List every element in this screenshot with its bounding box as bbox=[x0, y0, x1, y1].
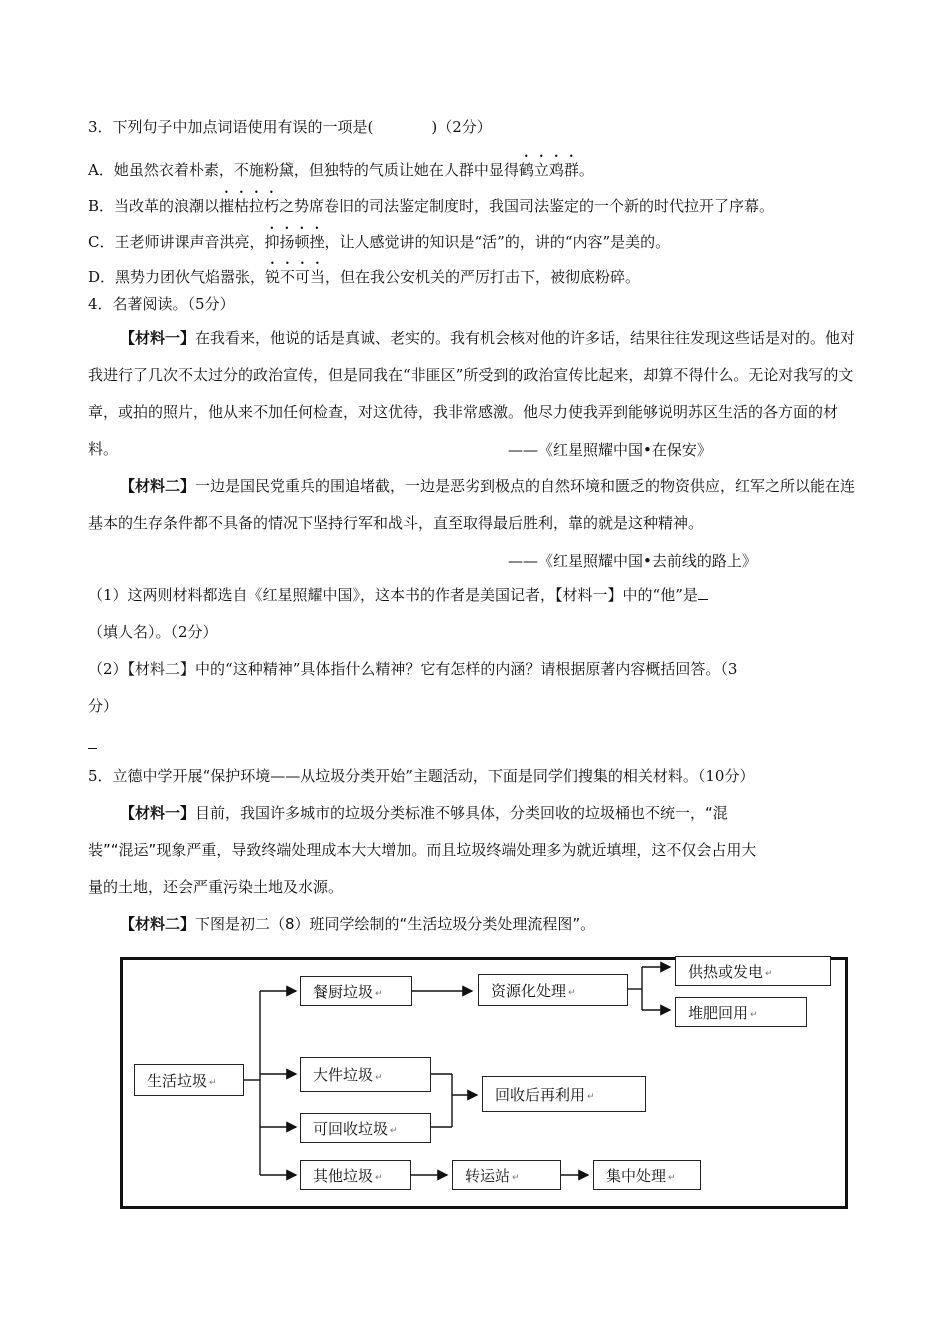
return-mark-icon: ↵ bbox=[568, 988, 576, 998]
box-heat-power: 供热或发电 ↵ bbox=[675, 956, 831, 986]
q5-stem: 5．立德中学开展“保护环境——从垃圾分类开始”主题活动，下面是同学们搜集的相关材料。（10分） bbox=[88, 767, 755, 785]
return-mark-icon: ↵ bbox=[375, 1173, 383, 1183]
q4-material-1 bbox=[88, 320, 864, 468]
box-central-processing: 集中处理 ↵ bbox=[593, 1160, 701, 1190]
answer-blank[interactable] bbox=[698, 585, 708, 600]
return-mark-icon: ↵ bbox=[750, 1010, 758, 1020]
box-household-waste: 生活垃圾 ↵ bbox=[134, 1064, 244, 1096]
box-other-waste: 其他垃圾 ↵ bbox=[300, 1160, 411, 1190]
box-transfer-station: 转运站 ↵ bbox=[452, 1160, 561, 1190]
q4-material-2 bbox=[88, 468, 864, 542]
return-mark-icon: ↵ bbox=[668, 1173, 676, 1183]
q4-m1-text: 在我看来，他说的话是真诚、老实的。我有机会核对他的许多话，结果往往发现这些话是对的。他对我进行了几次不太过分的政治宣传，但是同我在“非匪区”所受到的政治宣传比起来，却算不得什么。无论对我写的文章，或拍的照片，他从来不加任何检查，对这优待，我非常感激。他尽力使我弄到能够说明苏区生活的各方面的材料。 bbox=[88, 329, 856, 458]
q3-option-d: D．黑势力团伙气焰嚣张，锐不可当，但在我公安机关的严厉打击下，被彻底粉碎。 bbox=[88, 268, 641, 286]
q4-m1-label: 【材料一】 bbox=[120, 329, 196, 347]
q3-option-a: A．她虽然衣着朴素，不施粉黛，但独特的气质让她在人群中显得鹤立鸡群。 bbox=[88, 161, 594, 179]
return-mark-icon: ↵ bbox=[375, 989, 383, 999]
waste-flow-diagram bbox=[120, 957, 848, 1209]
answer-blank-2[interactable] bbox=[88, 734, 97, 754]
q4-m2-source: ——《红星照耀中国•去前线的路上》 bbox=[508, 552, 757, 570]
q4-m1-source: ——《红星照耀中国•在保安》 bbox=[508, 441, 712, 459]
q4-sub-1a: （1）这两则材料都选自《红星照耀中国》，这本书的作者是美国记者，【材料一】中的“他”是 bbox=[88, 585, 708, 605]
q3-option-c: C．王老师讲课声音洪亮，抑扬顿挫，让人感觉讲的知识是“活”的，讲的“内容”是美的。 bbox=[88, 233, 671, 251]
box-recycle-reuse: 回收后再利用 ↵ bbox=[482, 1076, 646, 1112]
q4-sub-2a: （2）【材料二】中的“这种精神”具体指什么精神？它有怎样的内涵？请根据原著内容概括回答。（3 bbox=[88, 660, 738, 678]
q3-stem: 3．下列句子中加点词语使用有误的一项是( )（2分） bbox=[88, 118, 492, 136]
return-mark-icon: ↵ bbox=[209, 1078, 217, 1088]
q5-m1-line1: 【材料一】目前，我国许多城市的垃圾分类标准不够具体，分类回收的垃圾桶也不统一，“混 bbox=[120, 804, 728, 822]
box-bulky-waste: 大件垃圾 ↵ bbox=[300, 1057, 431, 1092]
box-resource-processing: 资源化处理 ↵ bbox=[478, 974, 628, 1006]
q5-m1-line2: 装”“混运”现象严重，导致终端处理成本大大增加。而且垃圾终端处理多为就近填埋，这不仅会占用大 bbox=[88, 841, 757, 859]
q4-sub-1b: （填人名）。（2分） bbox=[88, 623, 218, 641]
return-mark-icon: ↵ bbox=[587, 1092, 595, 1102]
q4-sub-2b: 分） bbox=[88, 697, 119, 715]
q4-m2-label: 【材料二】 bbox=[120, 477, 196, 495]
q5-m1-line3: 量的土地，还会严重污染土地及水源。 bbox=[88, 878, 344, 896]
q3-option-b: B．当改革的浪潮以摧枯拉朽之势席卷旧的司法鉴定制度时，我国司法鉴定的一个新的时代拉开了序幕。 bbox=[88, 197, 775, 215]
return-mark-icon: ↵ bbox=[765, 969, 773, 979]
return-mark-icon: ↵ bbox=[375, 1072, 383, 1083]
q4-m2-text: 一边是国民党重兵的围追堵截，一边是恶劣到极点的自然环境和匮乏的物资供应，红军之所以能在连基本的生存条件都不具备的情况下坚持行军和战斗，直至取得最后胜利，靠的就是这种精神。 bbox=[88, 477, 856, 532]
box-recyclable-waste: 可回收垃圾 ↵ bbox=[300, 1113, 431, 1143]
return-mark-icon: ↵ bbox=[512, 1173, 520, 1183]
return-mark-icon: ↵ bbox=[390, 1126, 398, 1136]
box-compost: 堆肥回用 ↵ bbox=[675, 997, 807, 1027]
q5-m2: 【材料二】下图是初二（8）班同学绘制的“生活垃圾分类处理流程图”。 bbox=[120, 915, 596, 933]
q4-stem: 4．名著阅读。（5分） bbox=[88, 295, 235, 313]
box-kitchen-waste: 餐厨垃圾 ↵ bbox=[300, 976, 412, 1006]
